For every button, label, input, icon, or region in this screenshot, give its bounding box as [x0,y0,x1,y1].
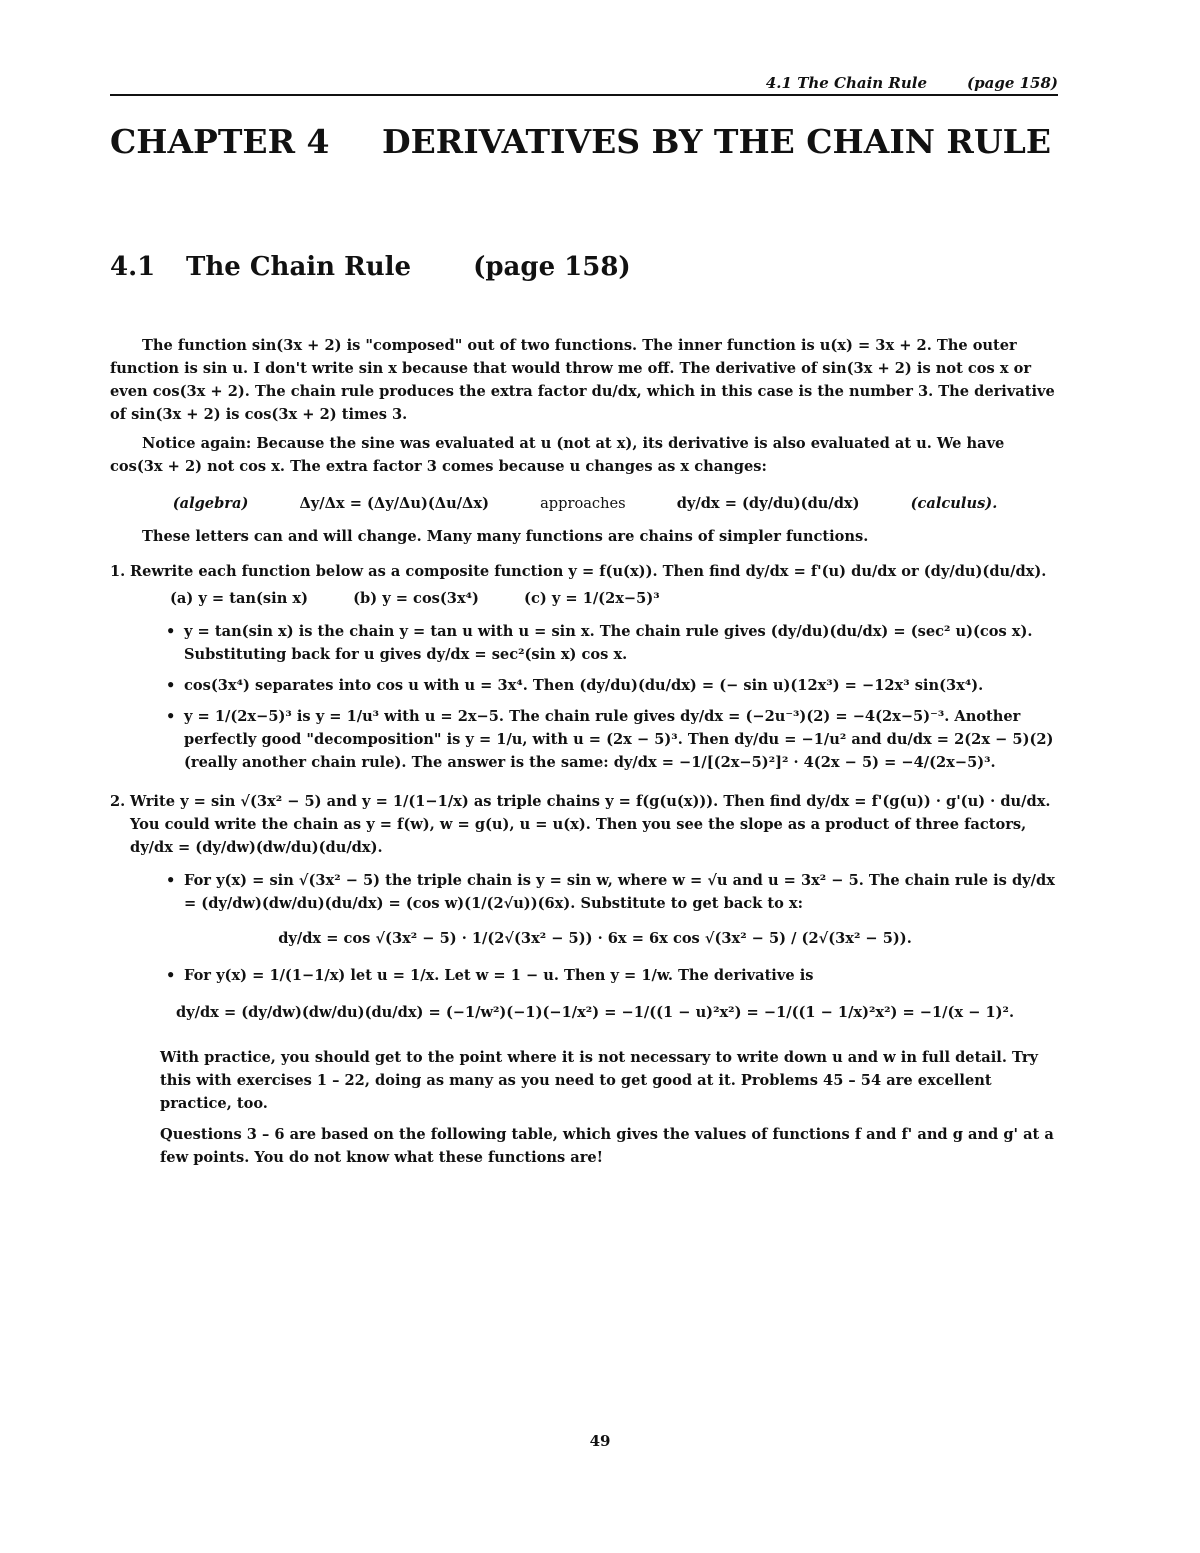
approaches-word: approaches [540,495,626,512]
part-c: (c) y = 1/(2x−5)³ [524,590,660,607]
solution-item: • For y(x) = sin √(3x² − 5) the triple chain is y = sin w, where w = √u and u = 3x² − 5. The chain rule is dy/dx = (dy/dw)(dw/du)(du/dx) = (cos w)(1/(2√u))(6x). Substitute to get back to x: [184,869,1060,915]
algebra-label: (algebra) [172,495,249,512]
display-equation: dy/dx = (dy/dw)(dw/du)(du/dx) = (−1/w²)(−1)(−1/x²) = −1/((1 − u)²x²) = −1/((1 − 1/x)²x²) = −1/(x − 1)². [175,1004,1015,1021]
chapter-title [110,122,1058,161]
problem-number: 2. [110,793,126,810]
problem-prompt: Rewrite each function below as a composite function y = f(u(x)). Then find dy/dx = f'(u) du/dx or (dy/du)(du/dx). [130,563,1047,580]
running-head-section: 4.1 The Chain Rule [765,74,928,92]
problem-prompt: Write y = sin √(3x² − 5) and y = 1/(1−1/x) as triple chains y = f(g(u(x))). Then find dy/dx = f'(g(u)) · g'(u) · du/dx. You could write the chain as y = f(w), w = g(u), u = u(x). Then you see the slope as a product of three factors, dy/dx = (dy/dw)(dw/du)(du/dx). [130,793,1051,856]
solution-item: • y = tan(sin x) is the chain y = tan u with u = sin x. The chain rule gives (dy/du)(du/dx) = (sec² u)(cos x). Substituting back for u gives dy/dx = sec²(sin x) cos x. [184,620,1060,666]
paragraph-intro: The function sin(3x + 2) is "composed" out of two functions. The inner function is u(x) = 3x + 2. The outer function is sin u. I don't write sin x because that would throw me off. The derivative of sin(3x + 2) is not cos x or even cos(3x + 2). The chain rule produces the extra factor du/dx, which in this case is the number 3. The derivative of sin(3x + 2) is cos(3x + 2) times 3. [110,337,1055,423]
running-head-page: (page 158) [967,74,1058,92]
solution-item: • For y(x) = 1/(1−1/x) let u = 1/x. Let w = 1 − u. Then y = 1/w. The derivative is [184,964,1060,987]
chapter-name: DERIVATIVES BY THE CHAIN RULE [382,122,1051,161]
solution-list [184,964,1060,987]
solution-item: • cos(3x⁴) separates into cos u with u = 3x⁴. Then (dy/du)(du/dx) = (− sin u)(12x³) = −12x³ sin(3x⁴). [184,674,1060,697]
problem-list [110,560,1060,1034]
chapter-number: CHAPTER 4 [110,122,330,161]
section-name: The Chain Rule [186,252,412,282]
paragraph-notice: Notice again: Because the sine was evaluated at u (not at x), its derivative is also evaluated at u. We have cos(3x + 2) not cos x. The extra factor 3 comes because u changes as x changes: [110,435,1005,475]
running-head [110,74,1058,96]
closing-text [160,1046,1060,1169]
section-number: 4.1 [110,252,156,282]
solution-list [184,869,1060,915]
solution-item: • y = 1/(2x−5)³ is y = 1/u³ with u = 2x−5. The chain rule gives dy/dx = (−2u⁻³)(2) = −4(2x−5)⁻³. Another perfectly good "decomposition" is y = 1/u, with u = (2x − 5)³. Then dy/du = −1/u² and du/dx = 2(2x − 5)(2) (really another chain rule). The answer is the same: dy/dx = −1/[(2x−5)²]² · 4(2x − 5) = −4/(2x−5)³. [184,705,1060,774]
body-text [110,334,1060,1177]
paragraph-practice: With practice, you should get to the point where it is not necessary to write down u and w in full detail. Try this with exercises 1 – 22, doing as many as you need to get good at it. Problems 45 – 54 are excellent practice, too. [160,1049,1038,1112]
display-equation: dy/dx = cos √(3x² − 5) · 1/(2√(3x² − 5)) · 6x = 6x cos √(3x² − 5) / (2√(3x² − 5)). [278,930,912,947]
algebra-formula: Δy/Δx = (Δy/Δu)(Δu/Δx) [299,495,489,512]
section-page: (page 158) [473,252,631,282]
page-number: 49 [589,1432,611,1450]
problem-2 [110,790,1060,1034]
calculus-label: (calculus). [910,495,998,512]
paragraph-table-intro: Questions 3 – 6 are based on the following table, which gives the values of functions f and f' and g and g' at a few points. You do not know what these functions are! [160,1126,1054,1166]
problem-parts [170,587,1060,610]
part-a: (a) y = tan(sin x) [170,590,308,607]
part-b: (b) y = cos(3x⁴) [353,590,479,607]
calculus-formula: dy/dx = (dy/du)(du/dx) [676,495,860,512]
display-algebra-calculus [110,492,1060,515]
section-title [110,252,631,282]
problem-number: 1. [110,563,126,580]
solution-list [184,620,1060,774]
paragraph-letters: These letters can and will change. Many many functions are chains of simpler functions. [142,528,869,545]
problem-1 [110,560,1060,782]
